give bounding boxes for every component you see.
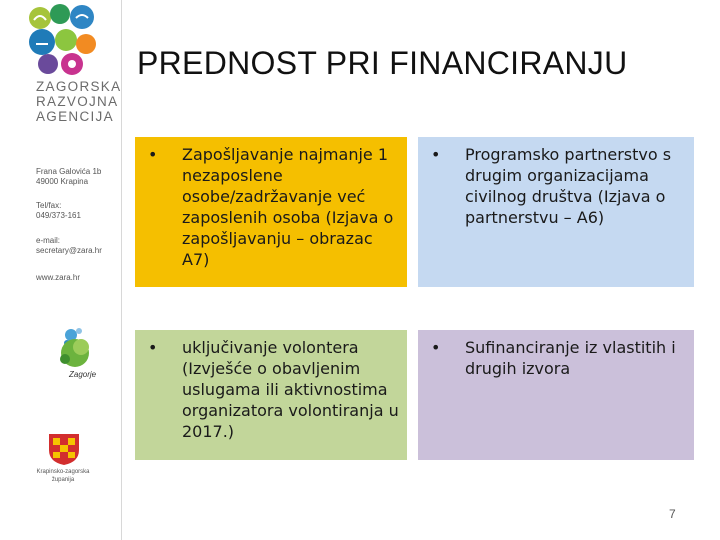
- page-number: 7: [669, 507, 676, 521]
- bullet-icon: •: [431, 145, 441, 164]
- priority-cell-cofinancing: [418, 330, 694, 460]
- coat-of-arms-icon: [47, 432, 81, 466]
- sidebar-divider: [121, 0, 122, 540]
- agency-logo-icon: [28, 4, 98, 76]
- sidebar: [0, 0, 120, 540]
- bullet-icon: •: [148, 338, 158, 357]
- zagorje-label: Zagorje: [69, 370, 97, 379]
- phone-label: Tel/fax:: [36, 201, 62, 210]
- bullet-icon: •: [148, 145, 158, 164]
- priority-text: Programsko partnerstvo s drugim organizacijama civilnog društva (Izjava o partnerstvu – A6): [465, 145, 672, 227]
- phone-number: 049/373-161: [36, 211, 81, 220]
- email-label: e-mail:: [36, 236, 61, 245]
- bullet-icon: •: [431, 338, 441, 357]
- slide-title: PREDNOST PRI FINANCIRANJU: [137, 45, 628, 81]
- agency-name-line: AGENCIJA: [36, 109, 114, 124]
- priority-text: Sufinanciranje iz vlastitih i drugih izvora: [465, 338, 676, 378]
- email-link[interactable]: secretary@zara.hr: [36, 246, 102, 255]
- address-line: Frana Galovića 1b: [36, 167, 102, 176]
- agency-name-line: ZAGORSKA: [36, 79, 122, 94]
- agency-name-line: RAZVOJNA: [36, 94, 119, 109]
- website-link[interactable]: www.zara.hr: [36, 273, 81, 282]
- priority-cell-partnership: [418, 137, 694, 287]
- agency-name: [36, 79, 120, 124]
- priority-cell-volunteers: [135, 330, 407, 460]
- priority-text: Zapošljavanje najmanje 1 nezaposlene osobe/zadržavanje već zaposlenih osoba (Izjava o zapošljavanju – obrazac A7): [182, 145, 394, 269]
- county-label: Krapinsko-zagorska županija: [36, 469, 90, 483]
- address-line: 49000 Krapina: [36, 177, 89, 186]
- priority-cell-employment: [135, 137, 407, 287]
- priority-text: uključivanje volontera (Izvješće o obavljenim uslugama ili aktivnostima organizatora volontiranja u 2017.): [182, 338, 399, 441]
